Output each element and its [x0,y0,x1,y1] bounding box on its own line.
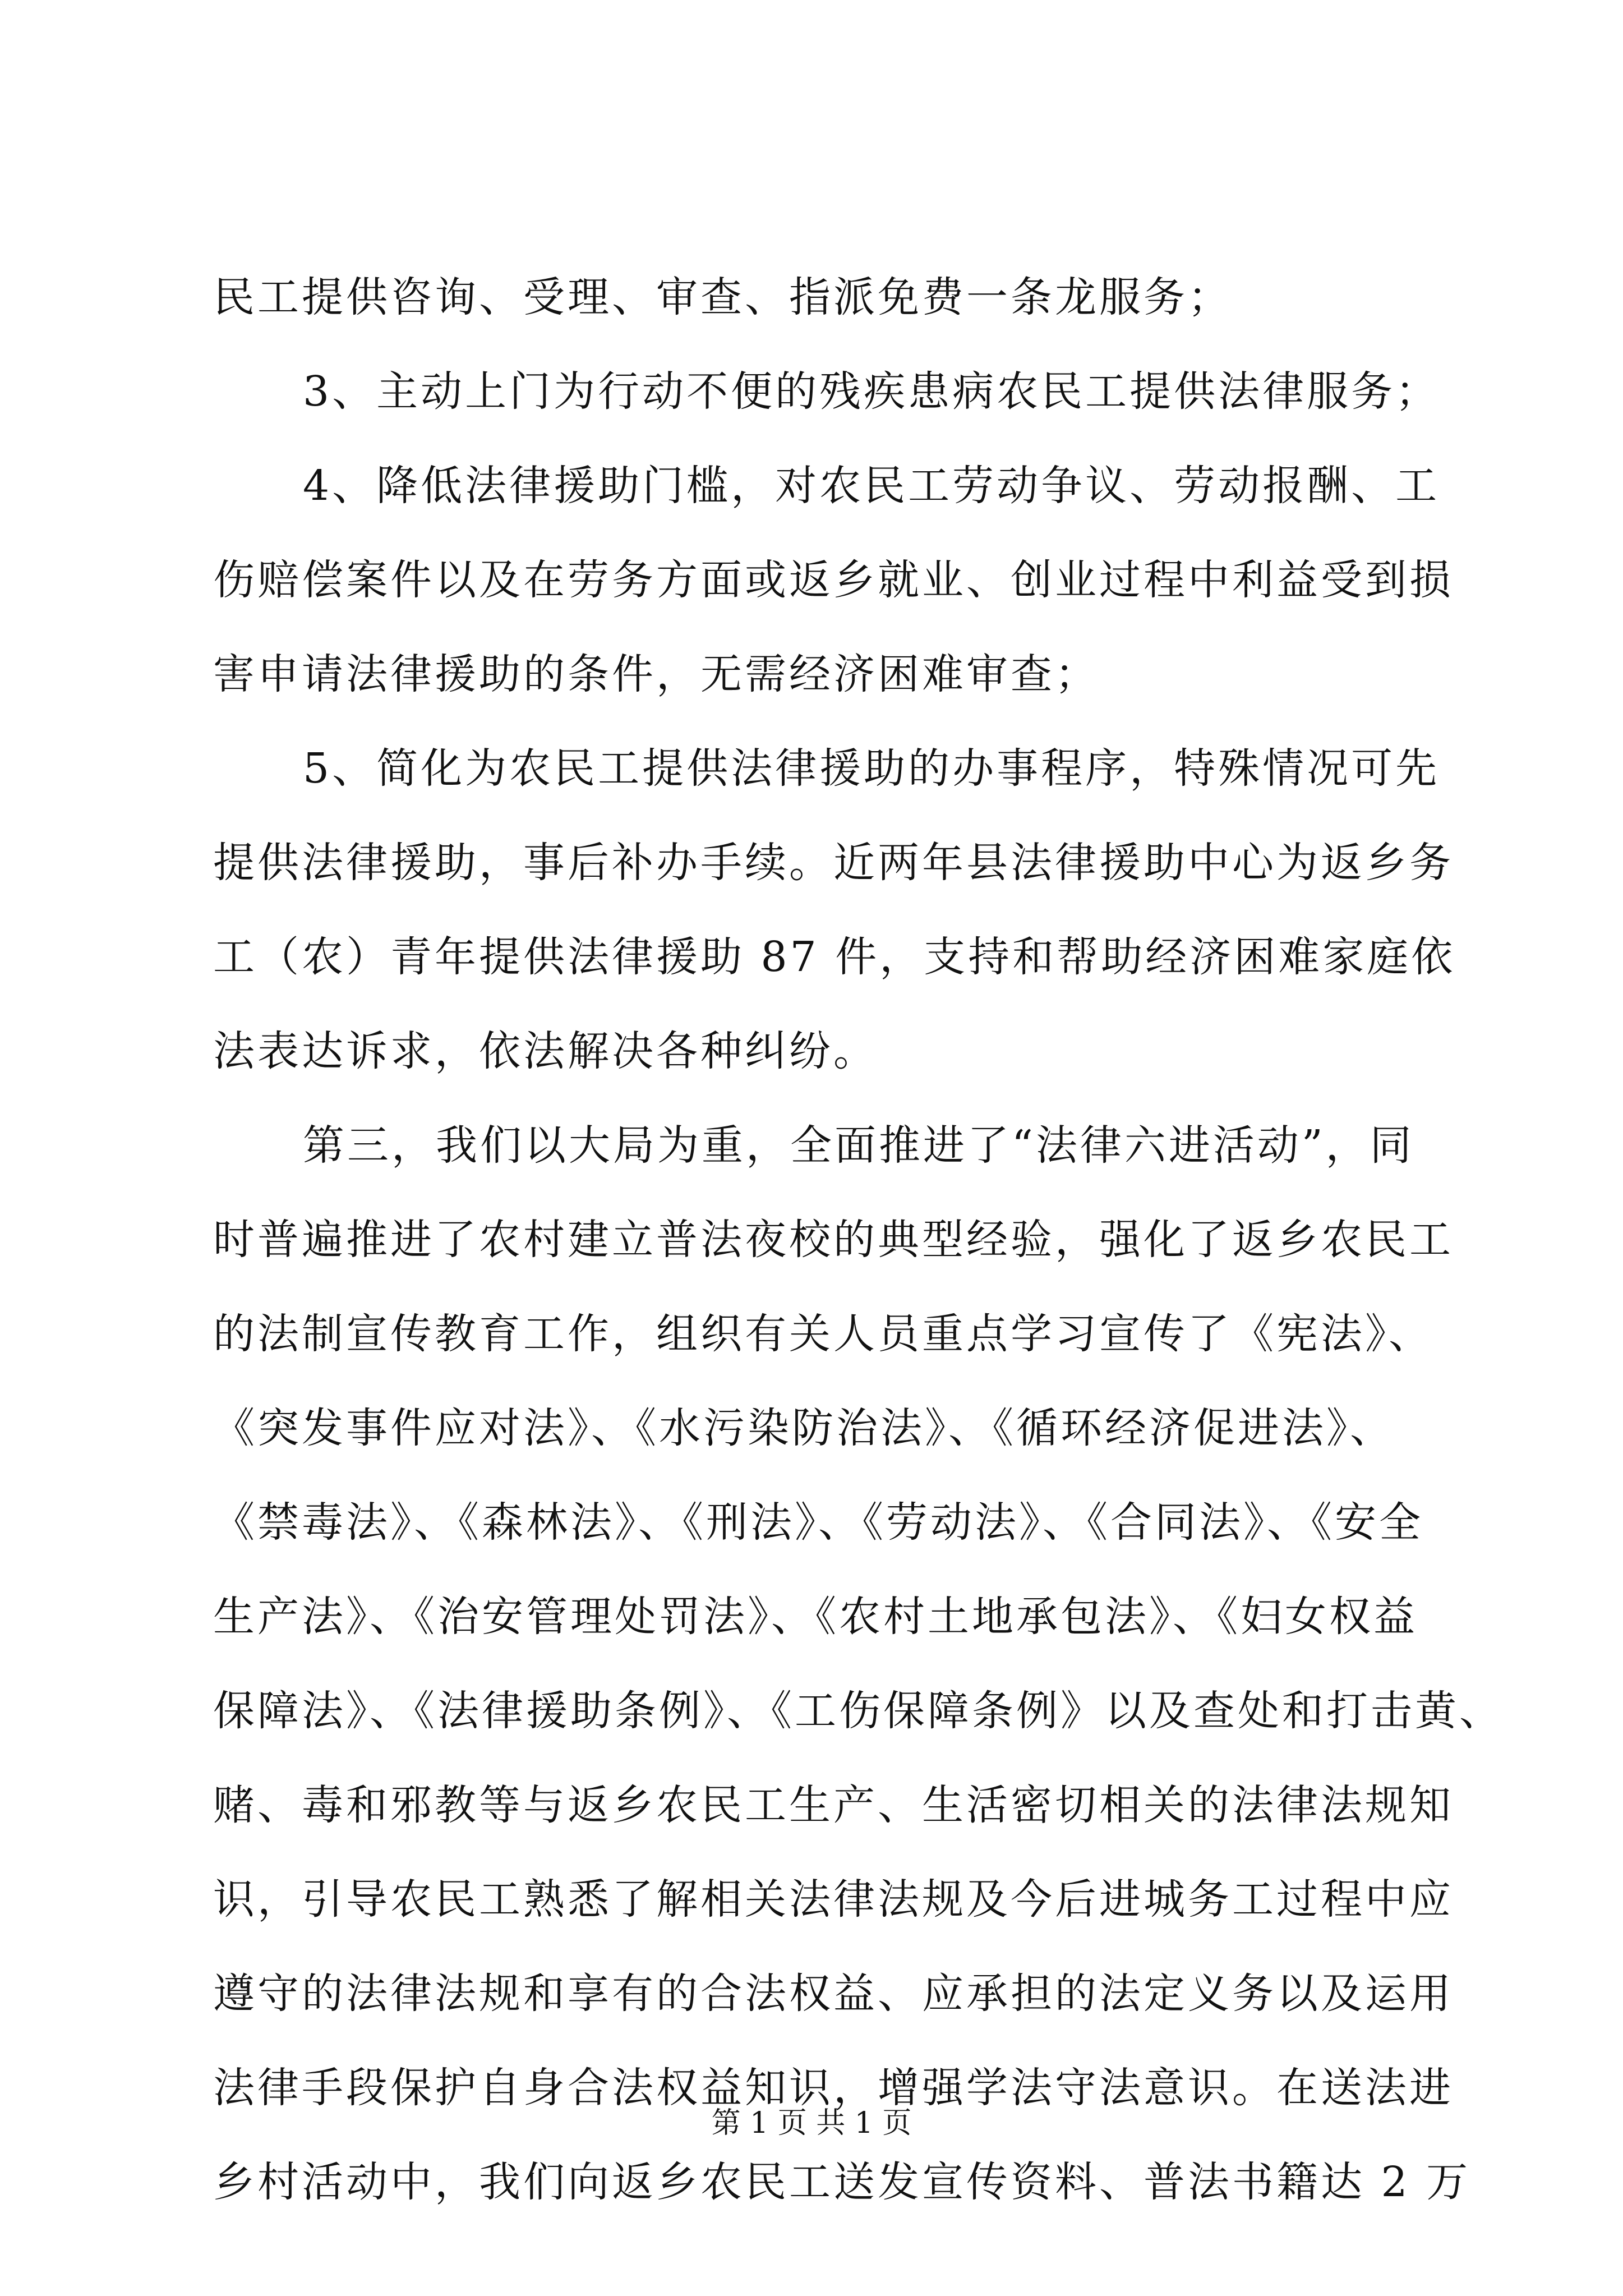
text-line: 提供法律援助，事后补办手续。近两年县法律援助中心为返乡务 [213,839,1454,887]
text-line: 《禁毒法》、《森林法》、《刑法》、《劳动法》、《合同法》、《安全 [213,1498,1423,1547]
text-line: 的法制宣传教育工作，组织有关人员重点学习宣传了《宪法》、 [213,1310,1433,1358]
text-line: 遵守的法律法规和享有的合法权益、应承担的法定义务以及运用 [213,1970,1454,2018]
paragraph-third: 第三，我们以大局为重，全面推进了“法律六进活动”，同 [303,1121,1414,1170]
text-line: 乡村活动中，我们向返乡农民工送发宣传资料、普法书籍达 2 万 [213,2158,1471,2206]
text-line: 识，引导农民工熟悉了解相关法律法规及今后进城务工过程中应 [213,1875,1454,1924]
text-line: 工（农）青年提供法律援助 87 件，支持和帮助经济困难家庭依 [213,933,1456,981]
text-line: 民工提供咨询、受理、审查、指派免费一条龙服务； [213,273,1232,321]
text-line: 生产法》、《治安管理处罚法》、《农村土地承包法》、《妇女权益 [213,1593,1418,1641]
text-line: 伤赔偿案件以及在劳务方面或返乡就业、创业过程中利益受到损 [213,556,1454,604]
text-line: 保障法》、《法律援助条例》、《工伤保障条例》以及查处和打击黄、 [213,1687,1504,1735]
text-line: 法表达诉求，依法解决各种纠纷。 [213,1027,878,1075]
text-line: 赌、毒和邪教等与返乡农民工生产、生活密切相关的法律法规知 [213,1781,1454,1829]
text-line: 《突发事件应对法》、《水污染防治法》、《循环经济促进法》、 [213,1404,1394,1452]
list-item-5: 5、简化为农民工提供法律援助的办事程序，特殊情况可先 [303,744,1440,793]
text-line: 时普遍推进了农村建立普法夜校的典型经验，强化了返乡农民工 [213,1216,1454,1264]
list-item-3: 3、主动上门为行动不便的残疾患病农民工提供法律服务； [303,367,1440,416]
text-line: 害申请法律援助的条件，无需经济困难审查； [213,650,1099,698]
text-line: 法律手段保护自身合法权益知识，增强学法守法意识。在送法进 [213,2064,1454,2112]
list-item-4: 4、降低法律援助门槛，对农民工劳动争议、劳动报酬、工 [303,462,1440,510]
page-footer: 第 1 页 共 1 页 [711,2106,912,2140]
